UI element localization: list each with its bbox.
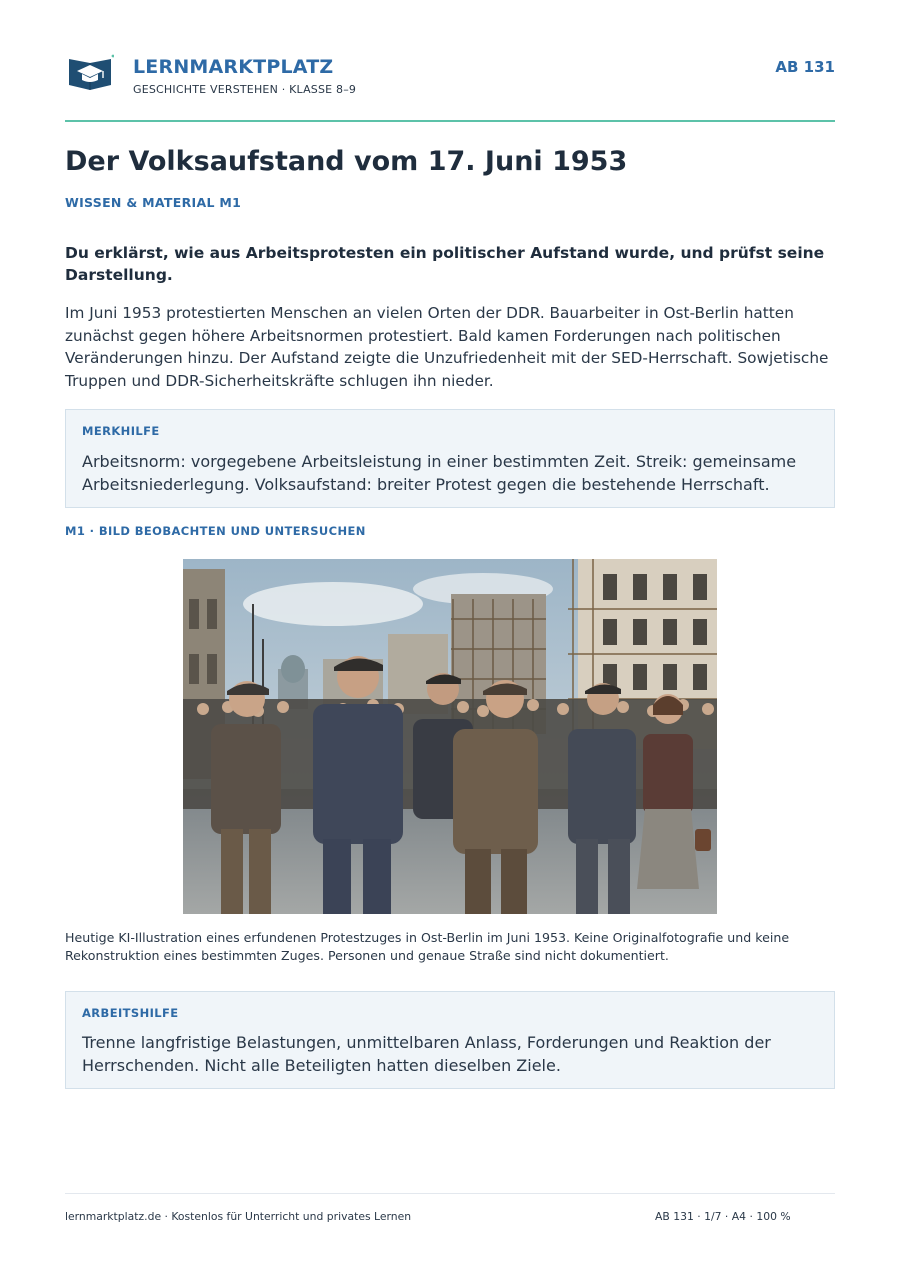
footer-source: lernmarktplatz.de · Kostenlos für Unterricht und privates Lernen	[65, 1210, 412, 1223]
page-title: Der Volksaufstand vom 17. Juni 1953	[65, 146, 628, 177]
graduation-cap-book-icon	[68, 54, 114, 92]
merkhilfe-label: MERKHILFE	[82, 424, 160, 438]
intro-paragraph: Im Juni 1953 protestierten Menschen an vielen Orten der DDR. Bauarbeiter in Ost-Berlin hatten zunächst gegen höhere Arbeitsnormen protestiert. Bald kamen Forderungen nach politischen Veränderungen hinzu. Der Aufstand zeigte die Unzufriedenheit mit der SED-Herrschaft. Sowjetische Truppen und DDR-Sicherheitskräfte schlugen ihn nieder.	[65, 304, 829, 390]
protest-illustration	[183, 559, 717, 914]
arbeitshilfe-text: Trenne langfristige Belastungen, unmittelbaren Anlass, Forderungen und Reaktion der Herrschenden. Nicht alle Beteiligten hatten dieselben Ziele.	[82, 1033, 771, 1075]
learning-goal: Du erklärst, wie aus Arbeitsprotesten ein politischer Aufstand wurde, und prüfst seine Darstellung.	[65, 244, 825, 284]
sheet-number: AB 131	[775, 58, 835, 76]
material-label: M1 · BILD BEOBACHTEN UND UNTERSUCHEN	[65, 524, 366, 538]
arbeitshilfe-box	[65, 991, 835, 1089]
brand-subtitle: GESCHICHTE VERSTEHEN · KLASSE 8–9	[133, 83, 357, 96]
merkhilfe-text: Arbeitsnorm: vorgegebene Arbeitsleistung in einer bestimmten Zeit. Streik: gemeinsame Arbeitsniederlegung. Volksaufstand: breiter Protest gegen die bestehende Herrschaft.	[82, 452, 797, 494]
arbeitshilfe-label: ARBEITSHILFE	[82, 1006, 179, 1020]
header-divider	[65, 120, 835, 122]
page-header	[65, 50, 835, 110]
merkhilfe-box	[65, 409, 835, 508]
figure-caption: Heutige KI-Illustration eines erfundenen Protestzuges in Ost-Berlin im Juni 1953. Keine Originalfotografie und keine Rekonstruktion eines bestimmten Zuges. Personen und genaue Straße sind nicht dokumentiert.	[65, 930, 790, 963]
brand-name: LERNMARKTPLATZ	[133, 56, 334, 78]
footer-page-info: AB 131 · 1/7 · A4 · 100 %	[655, 1210, 791, 1223]
footer-divider	[65, 1193, 835, 1194]
section-kicker: WISSEN & MATERIAL M1	[65, 195, 242, 210]
